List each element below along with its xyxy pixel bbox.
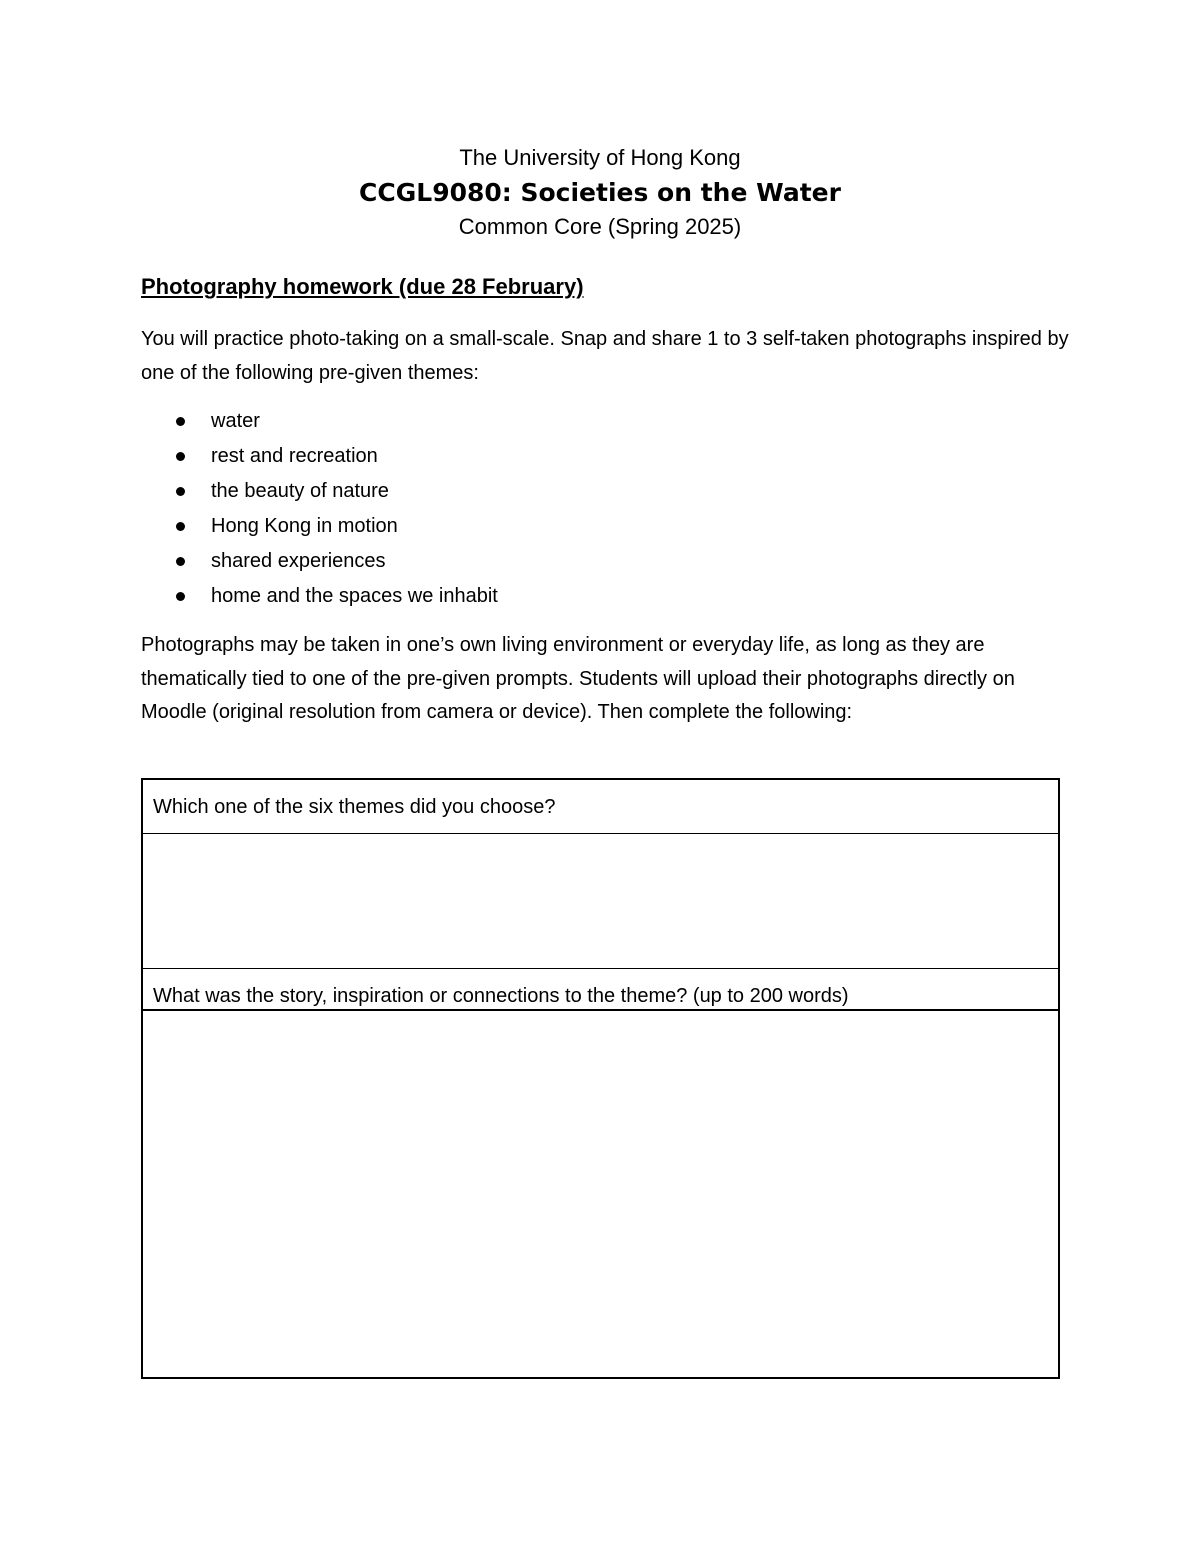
bullet-icon xyxy=(176,557,185,566)
theme-label: home and the spaces we inhabit xyxy=(211,585,498,607)
bullet-icon xyxy=(176,487,185,496)
theme-list xyxy=(141,404,498,614)
bullet-icon xyxy=(176,522,185,531)
response-form-table xyxy=(141,778,1060,1379)
bullet-icon xyxy=(176,417,185,426)
assignment-instructions: Photographs may be taken in one’s own living environment or everyday life, as long as they are thematically tied to one of the pre-given prompts. Students will upload their photographs directly on Moodle (original resolution from camera or device). Then complete the following: xyxy=(141,634,1015,723)
university-name: The University of Hong Kong xyxy=(459,145,741,170)
list-item xyxy=(141,404,498,439)
question-story-inspiration: What was the story, inspiration or connections to the theme? (up to 200 words) xyxy=(143,969,1058,1011)
bullet-icon xyxy=(176,592,185,601)
question-theme-choice: Which one of the six themes did you choose? xyxy=(143,780,1058,834)
answer-story-inspiration-field[interactable] xyxy=(143,1011,1058,1377)
list-item xyxy=(141,544,498,579)
course-title: CCGL9080: Societies on the Water xyxy=(359,178,841,207)
list-item xyxy=(141,439,498,474)
bullet-icon xyxy=(176,452,185,461)
answer-theme-choice-field[interactable] xyxy=(143,834,1058,969)
theme-label: the beauty of nature xyxy=(211,480,389,502)
theme-label: Hong Kong in motion xyxy=(211,515,398,537)
theme-label: rest and recreation xyxy=(211,445,378,467)
assignment-intro: You will practice photo-taking on a small-scale. Snap and share 1 to 3 self-taken photographs inspired by one of the following pre-given themes: xyxy=(141,328,1069,384)
list-item xyxy=(141,509,498,544)
course-term: Common Core (Spring 2025) xyxy=(458,214,742,239)
list-item xyxy=(141,474,498,509)
assignment-title: Photography homework (due 28 February) xyxy=(141,274,584,299)
theme-label: shared experiences xyxy=(211,550,386,572)
list-item xyxy=(141,579,498,614)
theme-label: water xyxy=(211,410,260,432)
